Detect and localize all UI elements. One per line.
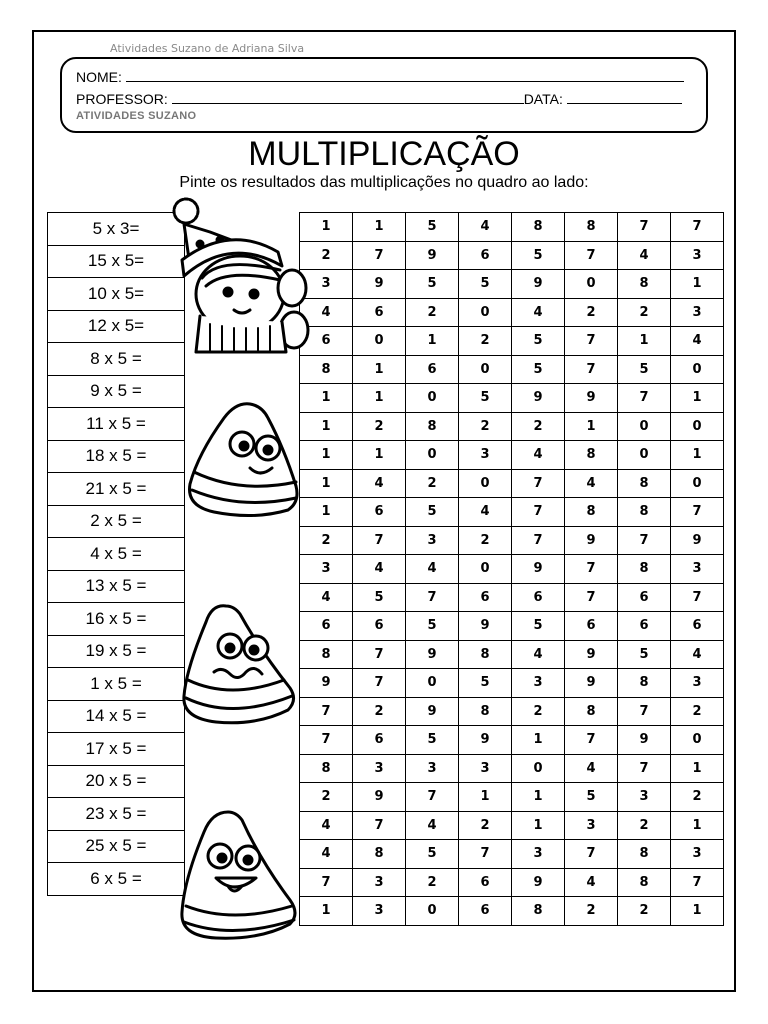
grid-cell[interactable]: 1: [300, 384, 353, 413]
girl-illustration: [170, 196, 310, 356]
grid-cell[interactable]: 8: [565, 697, 618, 726]
grid-cell[interactable]: 9: [565, 526, 618, 555]
grid-cell[interactable]: 9: [512, 384, 565, 413]
grid-cell[interactable]: 1: [671, 441, 724, 470]
grid-cell[interactable]: 8: [300, 754, 353, 783]
grid-cell[interactable]: 7: [671, 583, 724, 612]
grid-cell[interactable]: 1: [671, 754, 724, 783]
grid-cell[interactable]: 3: [353, 754, 406, 783]
grid-cell[interactable]: 7: [353, 669, 406, 698]
grid-cell[interactable]: 1: [671, 811, 724, 840]
grid-cell[interactable]: 8: [565, 441, 618, 470]
grid-cell[interactable]: 2: [406, 469, 459, 498]
problem-cell: 1 x 5 =: [48, 668, 185, 701]
grid-cell[interactable]: 9: [512, 270, 565, 299]
answer-grid: [299, 212, 724, 926]
grid-cell[interactable]: 6: [353, 298, 406, 327]
grid-cell[interactable]: 2: [353, 697, 406, 726]
grid-cell[interactable]: 7: [512, 526, 565, 555]
grid-row: [300, 270, 724, 299]
grid-cell[interactable]: 4: [353, 469, 406, 498]
grid-cell[interactable]: 5: [459, 669, 512, 698]
grid-row: [300, 868, 724, 897]
grid-cell[interactable]: 0: [512, 754, 565, 783]
date-field[interactable]: [567, 90, 682, 104]
teacher-label: PROFESSOR:: [76, 91, 168, 107]
grid-cell[interactable]: 2: [300, 526, 353, 555]
grid-cell[interactable]: 8: [565, 213, 618, 242]
grid-cell[interactable]: 9: [459, 726, 512, 755]
grid-row: [300, 697, 724, 726]
problem-cell: 10 x 5=: [48, 278, 185, 311]
grid-cell[interactable]: 0: [459, 469, 512, 498]
grid-cell[interactable]: 4: [353, 555, 406, 584]
problem-row: [48, 765, 185, 798]
grid-cell[interactable]: 4: [459, 498, 512, 527]
problem-cell: 16 x 5 =: [48, 603, 185, 636]
problem-row: [48, 538, 185, 571]
grid-cell[interactable]: 9: [618, 726, 671, 755]
problem-row: [48, 700, 185, 733]
name-label: NOME:: [76, 69, 122, 85]
grid-cell[interactable]: 4: [459, 213, 512, 242]
grid-cell[interactable]: 5: [406, 840, 459, 869]
student-info-box: [60, 57, 708, 133]
grid-cell[interactable]: 9: [406, 697, 459, 726]
grid-cell[interactable]: 5: [512, 327, 565, 356]
grid-cell[interactable]: 3: [671, 669, 724, 698]
grid-cell[interactable]: 3: [406, 526, 459, 555]
grid-cell[interactable]: 1: [300, 498, 353, 527]
problems-table: [47, 212, 185, 896]
grid-cell[interactable]: 2: [565, 298, 618, 327]
grid-cell[interactable]: 7: [512, 469, 565, 498]
grid-cell[interactable]: 1: [300, 213, 353, 242]
grid-cell[interactable]: 1: [353, 384, 406, 413]
grid-row: [300, 840, 724, 869]
grid-cell[interactable]: 3: [671, 241, 724, 270]
grid-cell[interactable]: 3: [459, 754, 512, 783]
problem-cell: 20 x 5 =: [48, 765, 185, 798]
grid-cell[interactable]: 0: [406, 384, 459, 413]
grid-cell[interactable]: 0: [406, 669, 459, 698]
grid-cell[interactable]: 2: [459, 526, 512, 555]
grid-cell[interactable]: 5: [618, 640, 671, 669]
grid-cell[interactable]: 0: [618, 412, 671, 441]
grid-cell[interactable]: 4: [512, 640, 565, 669]
grid-cell[interactable]: 1: [353, 355, 406, 384]
grid-cell[interactable]: 0: [459, 298, 512, 327]
grid-cell[interactable]: 4: [300, 811, 353, 840]
grid-cell[interactable]: 3: [459, 441, 512, 470]
grid-cell[interactable]: 2: [300, 241, 353, 270]
problem-row: [48, 603, 185, 636]
grid-cell[interactable]: 3: [671, 555, 724, 584]
grid-cell[interactable]: 7: [353, 640, 406, 669]
grid-cell[interactable]: 3: [671, 298, 724, 327]
grid-cell[interactable]: 7: [618, 213, 671, 242]
grid-row: [300, 555, 724, 584]
grid-cell[interactable]: 7: [565, 583, 618, 612]
grid-cell[interactable]: 9: [300, 669, 353, 698]
grid-cell[interactable]: 0: [671, 412, 724, 441]
grid-cell[interactable]: 2: [618, 811, 671, 840]
grid-row: [300, 783, 724, 812]
problem-row: [48, 668, 185, 701]
problem-row: [48, 473, 185, 506]
grid-cell[interactable]: 4: [565, 754, 618, 783]
problem-cell: 14 x 5 =: [48, 700, 185, 733]
grid-cell[interactable]: 1: [459, 783, 512, 812]
grid-cell[interactable]: 6: [459, 868, 512, 897]
problem-row: [48, 213, 185, 246]
grid-cell[interactable]: 3: [565, 811, 618, 840]
grid-cell[interactable]: 9: [671, 526, 724, 555]
grid-cell[interactable]: 1: [300, 441, 353, 470]
grid-cell[interactable]: 7: [565, 355, 618, 384]
grid-cell[interactable]: 9: [353, 270, 406, 299]
grid-cell[interactable]: 7: [300, 697, 353, 726]
grid-row: [300, 669, 724, 698]
grid-cell[interactable]: 5: [353, 583, 406, 612]
grid-row: [300, 384, 724, 413]
problem-row: [48, 798, 185, 831]
grid-cell[interactable]: 9: [353, 783, 406, 812]
grid-cell[interactable]: 4: [406, 555, 459, 584]
problem-cell: 12 x 5=: [48, 310, 185, 343]
grid-cell[interactable]: 5: [406, 213, 459, 242]
grid-cell[interactable]: 8: [353, 840, 406, 869]
grid-cell[interactable]: 9: [565, 669, 618, 698]
grid-cell[interactable]: 2: [671, 697, 724, 726]
grid-cell[interactable]: 1: [512, 811, 565, 840]
problem-row: [48, 310, 185, 343]
grid-cell[interactable]: 9: [565, 640, 618, 669]
grid-cell[interactable]: 9: [406, 640, 459, 669]
problem-cell: 6 x 5 =: [48, 863, 185, 896]
grid-cell[interactable]: 1: [353, 441, 406, 470]
candy-corn-illustration-3: [176, 806, 302, 944]
grid-cell[interactable]: 1: [300, 412, 353, 441]
grid-cell[interactable]: 2: [565, 897, 618, 926]
grid-cell[interactable]: 7: [565, 241, 618, 270]
grid-cell[interactable]: 1: [565, 412, 618, 441]
grid-row: [300, 355, 724, 384]
problem-cell: 21 x 5 =: [48, 473, 185, 506]
grid-cell[interactable]: 3: [406, 754, 459, 783]
grid-cell[interactable]: 8: [300, 640, 353, 669]
problem-cell: 18 x 5 =: [48, 440, 185, 473]
grid-cell[interactable]: 6: [300, 327, 353, 356]
grid-cell[interactable]: 8: [618, 669, 671, 698]
problem-cell: 4 x 5 =: [48, 538, 185, 571]
grid-cell[interactable]: 5: [565, 783, 618, 812]
grid-cell[interactable]: 8: [618, 840, 671, 869]
grid-cell[interactable]: 6: [300, 612, 353, 641]
grid-cell[interactable]: 5: [406, 498, 459, 527]
problem-row: [48, 278, 185, 311]
grid-cell[interactable]: 3: [671, 840, 724, 869]
grid-cell[interactable]: 8: [618, 498, 671, 527]
problem-row: [48, 408, 185, 441]
grid-cell[interactable]: 9: [459, 612, 512, 641]
grid-cell[interactable]: 4: [618, 241, 671, 270]
problem-row: [48, 733, 185, 766]
grid-row: [300, 811, 724, 840]
grid-row: [300, 298, 724, 327]
problem-cell: 9 x 5 =: [48, 375, 185, 408]
grid-cell[interactable]: 1: [300, 469, 353, 498]
grid-cell[interactable]: 2: [618, 298, 671, 327]
grid-cell[interactable]: 8: [618, 469, 671, 498]
grid-cell[interactable]: 7: [565, 840, 618, 869]
grid-cell[interactable]: 0: [671, 469, 724, 498]
grid-cell[interactable]: 8: [459, 640, 512, 669]
grid-cell[interactable]: 0: [671, 726, 724, 755]
problem-row: [48, 375, 185, 408]
problem-cell: 25 x 5 =: [48, 830, 185, 863]
grid-cell[interactable]: 7: [512, 498, 565, 527]
grid-cell[interactable]: 8: [565, 498, 618, 527]
grid-cell[interactable]: 5: [406, 270, 459, 299]
grid-cell[interactable]: 6: [459, 897, 512, 926]
grid-cell[interactable]: 7: [671, 868, 724, 897]
grid-cell[interactable]: 3: [618, 783, 671, 812]
grid-cell[interactable]: 3: [300, 555, 353, 584]
grid-cell[interactable]: 2: [459, 412, 512, 441]
grid-cell[interactable]: 0: [618, 441, 671, 470]
date-label: DATA:: [523, 91, 563, 107]
grid-cell[interactable]: 8: [512, 213, 565, 242]
page-title: MULTIPLICAÇÃO: [248, 135, 520, 173]
grid-row: [300, 241, 724, 270]
problem-row: [48, 570, 185, 603]
grid-row: [300, 469, 724, 498]
grid-cell[interactable]: 0: [459, 355, 512, 384]
instructions: Pinte os resultados das multiplicações no quadro ao lado:: [179, 174, 589, 191]
name-row: [76, 68, 684, 85]
grid-cell[interactable]: 5: [512, 241, 565, 270]
grid-cell[interactable]: 4: [565, 469, 618, 498]
school-name: ATIVIDADES SUZANO: [76, 110, 197, 122]
grid-cell[interactable]: 1: [671, 384, 724, 413]
grid-cell[interactable]: 7: [618, 697, 671, 726]
grid-cell[interactable]: 3: [512, 840, 565, 869]
grid-cell[interactable]: 7: [406, 583, 459, 612]
grid-cell[interactable]: 0: [406, 897, 459, 926]
grid-cell[interactable]: 8: [618, 555, 671, 584]
grid-cell[interactable]: 4: [300, 583, 353, 612]
grid-cell[interactable]: 4: [512, 441, 565, 470]
grid-cell[interactable]: 2: [512, 697, 565, 726]
teacher-date-row: [76, 90, 682, 107]
grid-cell[interactable]: 7: [618, 754, 671, 783]
problem-row: [48, 343, 185, 376]
grid-row: [300, 612, 724, 641]
grid-cell[interactable]: 6: [565, 612, 618, 641]
problem-row: [48, 863, 185, 896]
grid-cell[interactable]: 3: [353, 868, 406, 897]
grid-row: [300, 498, 724, 527]
grid-cell[interactable]: 5: [406, 612, 459, 641]
grid-cell[interactable]: 5: [406, 726, 459, 755]
grid-cell[interactable]: 7: [300, 726, 353, 755]
grid-row: [300, 583, 724, 612]
grid-cell[interactable]: 6: [459, 583, 512, 612]
grid-row: [300, 213, 724, 242]
watermark: Atividades Suzano de Adriana Silva: [110, 42, 305, 55]
grid-cell[interactable]: 7: [353, 526, 406, 555]
grid-cell[interactable]: 5: [459, 384, 512, 413]
grid-cell[interactable]: 9: [565, 384, 618, 413]
candy-corn-illustration-1: [184, 398, 302, 520]
grid-cell[interactable]: 2: [353, 412, 406, 441]
grid-cell[interactable]: 1: [353, 213, 406, 242]
grid-cell[interactable]: 8: [618, 868, 671, 897]
problem-cell: 2 x 5 =: [48, 505, 185, 538]
grid-cell[interactable]: 7: [459, 840, 512, 869]
problem-row: [48, 635, 185, 668]
grid-cell[interactable]: 7: [300, 868, 353, 897]
candy-corn-illustration-2: [180, 600, 302, 728]
grid-cell[interactable]: 2: [300, 783, 353, 812]
grid-cell[interactable]: 0: [565, 270, 618, 299]
grid-cell[interactable]: 6: [618, 612, 671, 641]
grid-row: [300, 726, 724, 755]
grid-cell[interactable]: 8: [512, 897, 565, 926]
grid-cell[interactable]: 4: [300, 298, 353, 327]
grid-cell[interactable]: 2: [459, 327, 512, 356]
grid-cell[interactable]: 9: [512, 868, 565, 897]
grid-cell[interactable]: 7: [406, 783, 459, 812]
grid-cell[interactable]: 1: [512, 783, 565, 812]
teacher-field[interactable]: [172, 90, 524, 104]
grid-cell[interactable]: 1: [512, 726, 565, 755]
problem-row: [48, 505, 185, 538]
grid-cell[interactable]: 7: [353, 811, 406, 840]
grid-cell[interactable]: 3: [353, 897, 406, 926]
grid-cell[interactable]: 0: [353, 327, 406, 356]
grid-cell[interactable]: 4: [512, 298, 565, 327]
problem-cell: 15 x 5=: [48, 245, 185, 278]
problem-cell: 13 x 5 =: [48, 570, 185, 603]
grid-cell[interactable]: 3: [300, 270, 353, 299]
problem-cell: 23 x 5 =: [48, 798, 185, 831]
name-field[interactable]: [126, 68, 684, 82]
grid-cell[interactable]: 9: [512, 555, 565, 584]
grid-cell[interactable]: 0: [406, 441, 459, 470]
grid-cell[interactable]: 1: [406, 327, 459, 356]
grid-cell[interactable]: 9: [406, 241, 459, 270]
grid-cell[interactable]: 6: [406, 355, 459, 384]
problem-cell: 17 x 5 =: [48, 733, 185, 766]
grid-cell[interactable]: 0: [459, 555, 512, 584]
grid-cell[interactable]: 4: [300, 840, 353, 869]
grid-cell[interactable]: 6: [459, 241, 512, 270]
grid-cell[interactable]: 6: [512, 583, 565, 612]
grid-cell[interactable]: 6: [353, 498, 406, 527]
grid-cell[interactable]: 8: [459, 697, 512, 726]
problem-row: [48, 245, 185, 278]
problem-cell: 5 x 3=: [48, 213, 185, 246]
grid-cell[interactable]: 2: [512, 412, 565, 441]
grid-cell[interactable]: 7: [565, 327, 618, 356]
grid-cell[interactable]: 2: [671, 783, 724, 812]
grid-cell[interactable]: 4: [671, 640, 724, 669]
grid-cell[interactable]: 7: [618, 384, 671, 413]
grid-row: [300, 327, 724, 356]
grid-cell[interactable]: 6: [353, 726, 406, 755]
grid-row: [300, 441, 724, 470]
grid-cell[interactable]: 8: [618, 270, 671, 299]
grid-cell[interactable]: 2: [618, 897, 671, 926]
grid-row: [300, 412, 724, 441]
grid-cell[interactable]: 4: [406, 811, 459, 840]
grid-cell[interactable]: 2: [459, 811, 512, 840]
grid-cell[interactable]: 2: [406, 868, 459, 897]
grid-cell[interactable]: 7: [671, 498, 724, 527]
grid-cell[interactable]: 8: [406, 412, 459, 441]
grid-cell[interactable]: 5: [618, 355, 671, 384]
grid-cell[interactable]: 5: [512, 355, 565, 384]
grid-cell[interactable]: 6: [353, 612, 406, 641]
grid-cell[interactable]: 1: [671, 270, 724, 299]
grid-cell[interactable]: 6: [671, 612, 724, 641]
problem-row: [48, 830, 185, 863]
grid-cell[interactable]: 4: [565, 868, 618, 897]
grid-cell[interactable]: 2: [406, 298, 459, 327]
grid-row: [300, 526, 724, 555]
grid-cell[interactable]: 5: [512, 612, 565, 641]
problem-cell: 19 x 5 =: [48, 635, 185, 668]
grid-cell[interactable]: 7: [565, 726, 618, 755]
grid-row: [300, 897, 724, 926]
grid-row: [300, 754, 724, 783]
grid-cell[interactable]: 1: [618, 327, 671, 356]
grid-cell[interactable]: 3: [512, 669, 565, 698]
problem-row: [48, 440, 185, 473]
grid-cell[interactable]: 6: [618, 583, 671, 612]
grid-row: [300, 640, 724, 669]
grid-cell[interactable]: 1: [300, 897, 353, 926]
grid-cell[interactable]: 5: [459, 270, 512, 299]
grid-cell[interactable]: 8: [300, 355, 353, 384]
problem-cell: 11 x 5 =: [48, 408, 185, 441]
grid-cell[interactable]: 7: [353, 241, 406, 270]
grid-cell[interactable]: 4: [671, 327, 724, 356]
grid-cell[interactable]: 1: [671, 897, 724, 926]
grid-cell[interactable]: 7: [671, 213, 724, 242]
grid-cell[interactable]: 7: [618, 526, 671, 555]
grid-cell[interactable]: 7: [565, 555, 618, 584]
grid-cell[interactable]: 0: [671, 355, 724, 384]
problem-cell: 8 x 5 =: [48, 343, 185, 376]
